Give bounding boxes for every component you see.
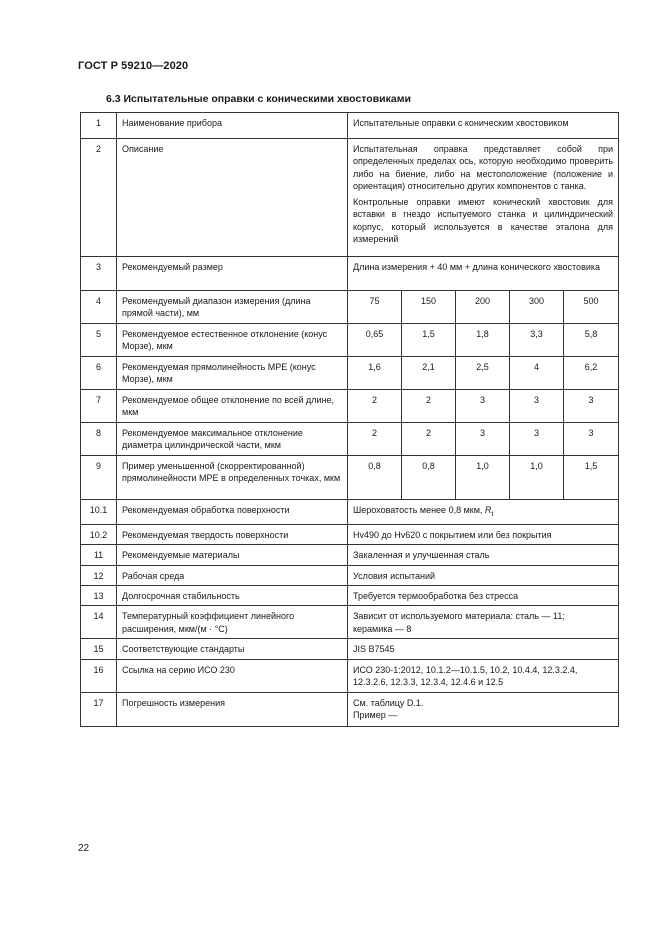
row-number: 2 — [81, 139, 117, 257]
row-value: ИСО 230-1:2012, 10.1.2—10.1.5, 10.2, 10.4.4, 12.3.2.4, 12.3.2.6, 12.3.3, 12.3.4, 12.4.6 и 12.5 — [348, 659, 619, 692]
value-line: Зависит от используемого материала: сталь — 11; — [353, 611, 565, 622]
document-standard-number: ГОСТ Р 59210—2020 — [78, 60, 189, 72]
row-value: 2 — [348, 390, 402, 423]
row-number: 10.2 — [81, 525, 117, 545]
row-value: 3 — [456, 390, 510, 423]
table-row — [81, 456, 619, 500]
row-value: 1,5 — [564, 456, 619, 500]
row-value: Испытательные оправки с коническим хвостовиком — [348, 113, 619, 139]
table-row — [81, 291, 619, 324]
row-number: 8 — [81, 423, 117, 456]
row-value: 300 — [510, 291, 564, 324]
row-number: 6 — [81, 357, 117, 390]
row-value: 1,8 — [456, 324, 510, 357]
row-value: 2,5 — [456, 357, 510, 390]
table-row — [81, 692, 619, 726]
table-row — [81, 565, 619, 585]
row-name: Рекомендуемая твердость поверхности — [117, 525, 348, 545]
row-number: 14 — [81, 606, 117, 639]
table-row — [81, 113, 619, 139]
row-value: Закаленная и улучшенная сталь — [348, 545, 619, 565]
table-row — [81, 545, 619, 565]
row-value: 5,8 — [564, 324, 619, 357]
row-name: Долгосрочная стабильность — [117, 585, 348, 605]
row-number: 17 — [81, 692, 117, 726]
row-value: 2 — [348, 423, 402, 456]
row-name: Рабочая среда — [117, 565, 348, 585]
row-value: 6,2 — [564, 357, 619, 390]
table-row — [81, 500, 619, 525]
row-name: Рекомендуемое общее отклонение по всей длине, мкм — [117, 390, 348, 423]
row-name: Погрешность измерения — [117, 692, 348, 726]
row-value: 1,0 — [510, 456, 564, 500]
row-number: 3 — [81, 257, 117, 291]
description-paragraph: Контрольные оправки имеют конический хвостовик для вставки в гнездо испытуемого станка и цилиндрический корпус, который используется в качестве эталона для измерений — [353, 197, 614, 245]
table-row — [81, 257, 619, 291]
row-value — [348, 500, 619, 525]
row-value: 4 — [510, 357, 564, 390]
row-value: 75 — [348, 291, 402, 324]
row-number: 4 — [81, 291, 117, 324]
row-number: 15 — [81, 639, 117, 659]
row-name: Рекомендуемый диапазон измерения (длина прямой части), мм — [117, 291, 348, 324]
row-value: 0,8 — [348, 456, 402, 500]
table-row — [81, 390, 619, 423]
row-number: 7 — [81, 390, 117, 423]
roughness-subscript: t — [491, 510, 494, 518]
row-value: 2,1 — [402, 357, 456, 390]
table-row — [81, 525, 619, 545]
row-value: Hv490 до Hv620 с покрытием или без покрытия — [348, 525, 619, 545]
row-number: 10.1 — [81, 500, 117, 525]
row-value: 200 — [456, 291, 510, 324]
row-value: 0,8 — [402, 456, 456, 500]
row-name: Описание — [117, 139, 348, 257]
row-name: Рекомендуемое естественное отклонение (конус Морзе), мкм — [117, 324, 348, 357]
row-value: 150 — [402, 291, 456, 324]
table-row — [81, 639, 619, 659]
row-name: Рекомендуемое максимальное отклонение диаметра цилиндрической части, мкм — [117, 423, 348, 456]
row-value: 3 — [510, 390, 564, 423]
row-value: 1,5 — [402, 324, 456, 357]
table-row — [81, 423, 619, 456]
row-name: Наименование прибора — [117, 113, 348, 139]
description-paragraph: Испытательная оправка представляет собой при определенных пределах ось, которую необходимо проверить либо на биение, либо на местоположение (положение и ориентация) относительно других компонентов с танка. — [353, 144, 614, 191]
table-row — [81, 324, 619, 357]
row-value: 0,65 — [348, 324, 402, 357]
row-name: Рекомендуемый размер — [117, 257, 348, 291]
row-name: Рекомендуемая обработка поверхности — [117, 500, 348, 525]
row-value: JIS B7545 — [348, 639, 619, 659]
row-value: Требуется термообработка без стресса — [348, 585, 619, 605]
row-name: Соответствующие стандарты — [117, 639, 348, 659]
row-name: Рекомендуемая прямолинейность MPE (конус Морзе), мкм — [117, 357, 348, 390]
value-line: Пример — — [353, 709, 398, 720]
row-value: 500 — [564, 291, 619, 324]
row-value: 2 — [402, 423, 456, 456]
page-number: 22 — [78, 843, 90, 854]
row-name: Ссылка на серию ИСО 230 — [117, 659, 348, 692]
table-row — [81, 139, 619, 257]
row-number: 13 — [81, 585, 117, 605]
row-number: 16 — [81, 659, 117, 692]
value-line: керамика — 8 — [353, 623, 412, 634]
section-title: 6.3 Испытательные оправки с коническими хвостовиками — [106, 93, 411, 105]
row-name: Пример уменьшенной (скорректированной) прямолинейности MPE в определенных точках, мкм — [117, 456, 348, 500]
row-number: 9 — [81, 456, 117, 500]
row-value: 3 — [510, 423, 564, 456]
roughness-symbol: R — [484, 505, 492, 515]
table-row — [81, 585, 619, 605]
row-value — [348, 606, 619, 639]
row-value: Условия испытаний — [348, 565, 619, 585]
row-value — [348, 692, 619, 726]
row-number: 5 — [81, 324, 117, 357]
row-value: 3,3 — [510, 324, 564, 357]
row-value: Длина измерения + 40 мм + длина конического хвостовика — [348, 257, 619, 291]
row-number: 12 — [81, 565, 117, 585]
specification-table — [80, 112, 619, 727]
row-value: 3 — [564, 390, 619, 423]
row-value: 1,0 — [456, 456, 510, 500]
row-value: 2 — [402, 390, 456, 423]
value-line: См. таблицу D.1. — [353, 697, 424, 708]
table-row — [81, 659, 619, 692]
table-row — [81, 357, 619, 390]
table-row — [81, 606, 619, 639]
row-value: 1,6 — [348, 357, 402, 390]
roughness-text: Шероховатость менее 0,8 мкм, — [353, 505, 485, 515]
row-value — [348, 139, 619, 257]
row-number: 1 — [81, 113, 117, 139]
row-number: 11 — [81, 545, 117, 565]
row-name: Рекомендуемые материалы — [117, 545, 348, 565]
row-name: Температурный коэффициент линейного расширения, мкм/(м · °С) — [117, 606, 348, 639]
row-value: 3 — [564, 423, 619, 456]
row-value: 3 — [456, 423, 510, 456]
